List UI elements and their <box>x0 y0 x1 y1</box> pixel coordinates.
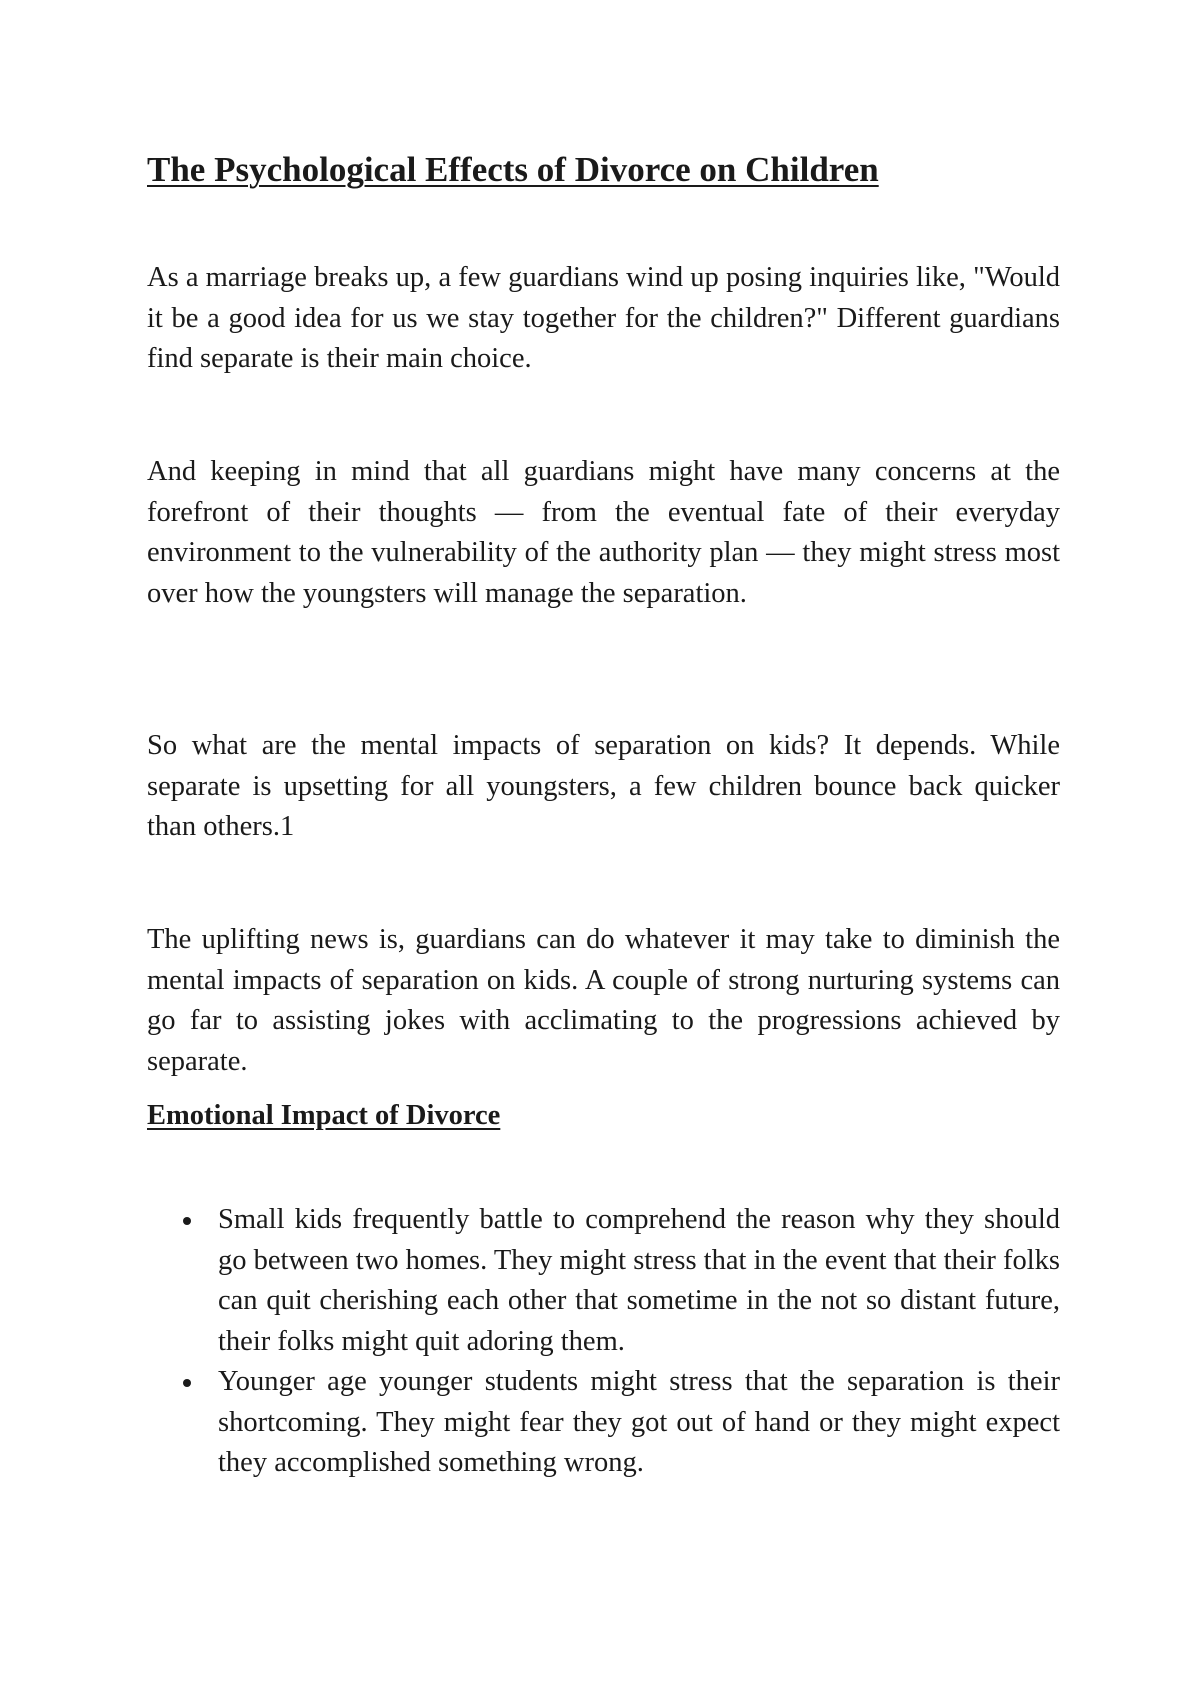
bullet-dot-icon <box>183 1217 191 1225</box>
bullet-item-2 <box>147 1362 1060 1484</box>
paragraph-4: The uplifting news is, guardians can do whatever it may take to diminish the mental impacts of separation on kids. A couple of strong nurturing systems can go far to assisting jokes with acclimating to the progressions achieved by separate. <box>147 924 1060 1077</box>
document-page <box>147 0 1060 1698</box>
paragraph-1: As a marriage breaks up, a few guardians wind up posing inquiries like, "Would it be a good idea for us we stay together for the children?" Different guardians find separate is their main choice. <box>147 262 1060 374</box>
document-title: The Psychological Effects of Divorce on Children <box>147 150 879 189</box>
paragraph-2: And keeping in mind that all guardians might have many concerns at the forefront of their thoughts — from the eventual fate of their everyday environment to the vulnerability of the authority plan — they might stress most over how the youngsters will manage the separation. <box>147 456 1060 609</box>
bullet-text-1: Small kids frequently battle to comprehend the reason why they should go between two homes. They might stress that in the event that their folks can quit cherishing each other that sometime in the not so distant future, their folks might quit adoring them. <box>218 1204 1060 1357</box>
bullet-text-2: Younger age younger students might stress that the separation is their shortcoming. They might fear they got out of hand or they might expect they accomplished something wrong. <box>218 1366 1060 1478</box>
bullet-item-1 <box>147 1200 1060 1362</box>
bullet-list <box>147 1200 1060 1484</box>
paragraph-3: So what are the mental impacts of separation on kids? It depends. While separate is upsetting for all youngsters, a few children bounce back quicker than others.1 <box>147 730 1060 842</box>
section-heading: Emotional Impact of Divorce <box>147 1100 501 1131</box>
bullet-dot-icon <box>183 1379 191 1387</box>
